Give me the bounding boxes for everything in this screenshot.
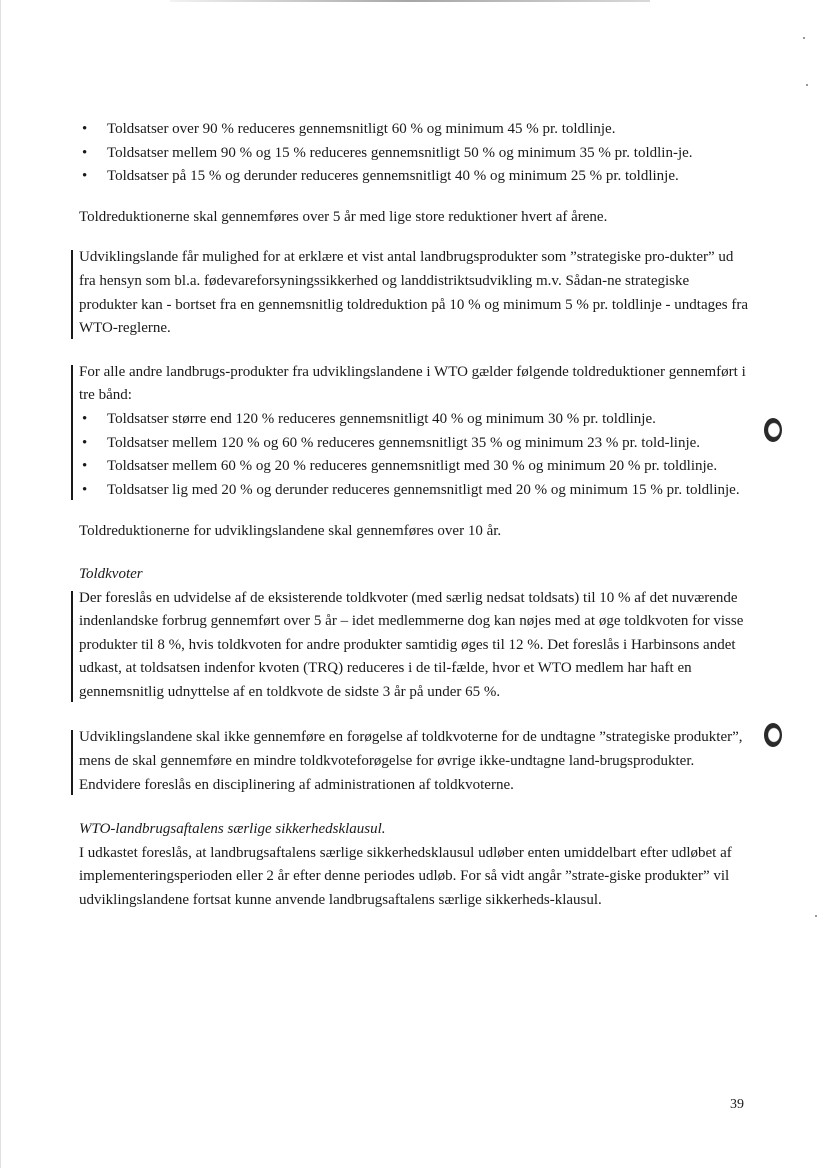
- list-item: • Toldsatser på 15 % og derunder reduceres gennemsnitligt 40 % og minimum 25 % pr. toldlinje.: [79, 165, 749, 189]
- page-number: 39: [730, 1097, 744, 1112]
- scan-left-edge: [0, 0, 1, 1168]
- scan-top-edge: [170, 0, 650, 2]
- list-item: • Toldsatser mellem 90 % og 15 % reduceres gennemsnitligt 50 % og minimum 35 % pr. toldlin-je.: [79, 142, 749, 166]
- revision-block-strategic: [79, 246, 749, 340]
- revision-bar: [71, 365, 73, 501]
- bullet-icon: •: [82, 121, 88, 137]
- list-item: • Toldsatser over 90 % reduceres gennemsnitligt 60 % og minimum 45 % pr. toldlinje.: [79, 118, 749, 142]
- paragraph-strategic-products: Udviklingslande får mulighed for at erklære et vist antal landbrugsprodukter som ”strategiske pro-dukter” ud fra hensyn som bl.a. fødevareforsyningssikkerhed og landdistriktsudvikling m.v. Sådan-ne strategiske produkter kan - bortset fra en gennemsnitlig toldreduktion på 10 % og minimum 5 % pr. toldlinje - undtages fra WTO-reglerne.: [79, 249, 749, 337]
- paragraph-developing-period: Toldreduktionerne for udviklingslandene skal gennemføres over 10 år.: [79, 523, 502, 540]
- scan-speck: [815, 915, 817, 917]
- revision-block-developing: [79, 361, 749, 503]
- list-item: • Toldsatser større end 120 % reduceres gennemsnitligt 40 % og minimum 30 % pr. toldlinje.: [79, 408, 749, 432]
- scan-speck: [806, 84, 808, 86]
- list-item: • Toldsatser mellem 120 % og 60 % reduceres gennemsnitligt 35 % og minimum 23 % pr. told-linje.: [79, 432, 749, 456]
- scan-speck: [803, 37, 805, 39]
- bullet-icon: •: [82, 434, 88, 451]
- bullet-icon: •: [82, 458, 88, 475]
- list-item: • Toldsatser lig med 20 % og derunder reduceres gennemsnitligt med 20 % og minimum 15 % pr. toldlinje.: [79, 479, 749, 503]
- bullet-icon: •: [82, 481, 88, 498]
- revision-bar: [71, 730, 73, 795]
- paragraph-safeguard-clause: I udkastet foreslås, at landbrugsaftalens særlige sikkerhedsklausul udløber enten umiddelbart efter udløbet af implementeringsperioden eller 2 år efter denne periodes udløb. For så vidt angår ”strate-giske produkter” vil udviklingslandene fortsat kunne anvende landbrugsaftalens særlige sikkerheds-klausul.: [79, 844, 732, 909]
- revision-block-developing-quotas: [79, 726, 749, 797]
- paragraph-developing-intro: For alle andre landbrugs-produkter fra udviklingslandene i WTO gælder følgende toldreduktioner gennemført i tre bånd:: [79, 363, 746, 404]
- bullet-icon: •: [82, 168, 88, 185]
- bullet-icon: •: [82, 144, 88, 161]
- document-page: [79, 118, 749, 913]
- revision-bar: [71, 591, 73, 703]
- paragraph-tariff-quotas: Der foreslås en udvidelse af de eksisterende toldkvoter (med særlig nedsat toldsats) til 10 % af det nuværende indenlandske forbrug gennemført over 5 år – idet medlemmerne dog kan nøjes med at øge toldkvoten for visse produkter til 8 %, hvis toldkvoten for andre produkter samtidig øges til 12 %. Det foreslås i Harbinsons andet udkast, at toldsatsen indenfor kvoten (TRQ) reduceres i de til-fælde, hvor et WTO medlem har haft en gennemsnitlig udnyttelse af en toldkvote de sidste 3 år på under 65 %.: [79, 589, 744, 700]
- punch-hole-icon: [764, 418, 782, 442]
- list-item: • Toldsatser mellem 60 % og 20 % reduceres gennemsnitligt med 30 % og minimum 20 % pr. toldlinje.: [79, 455, 749, 479]
- heading-safeguard-clause: WTO-landbrugsaftalens særlige sikkerhedsklausul.: [79, 821, 386, 838]
- revision-bar: [71, 250, 73, 338]
- revision-block-quotas: [79, 587, 749, 705]
- paragraph-reduction-period: Toldreduktionerne skal gennemføres over 5 år med lige store reduktioner hvert af årene.: [79, 208, 608, 225]
- developing-band-list: [79, 408, 749, 502]
- tariff-band-list: [79, 118, 749, 189]
- punch-hole-icon: [764, 723, 782, 747]
- bullet-icon: •: [82, 410, 88, 427]
- paragraph-developing-quotas: Udviklingslandene skal ikke gennemføre en forøgelse af toldkvoterne for de undtagne ”strategiske produkter”, mens de skal gennemføre en mindre toldkvoteforøgelse for øvrige ikke-undtagne land-brugsprodukter. Endvidere foreslås en disciplinering af administrationen af toldkvoterne.: [79, 729, 743, 793]
- heading-toldkvoter: Toldkvoter: [79, 565, 143, 582]
